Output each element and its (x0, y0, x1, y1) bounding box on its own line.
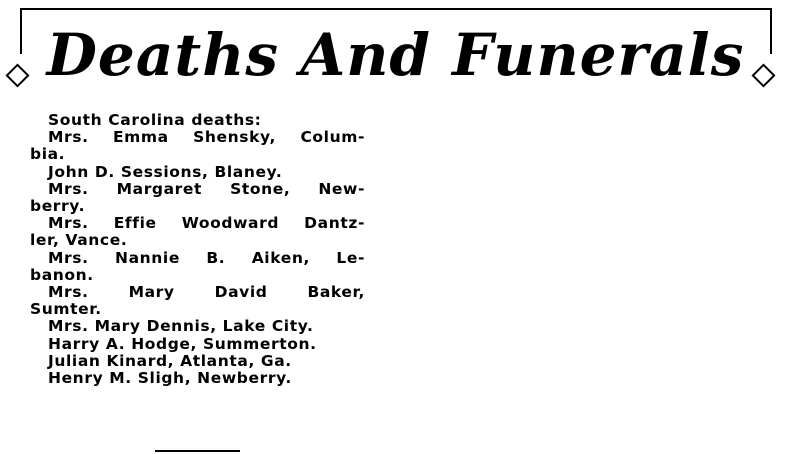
entry-line: Mrs. Mary David Baker, (48, 283, 365, 302)
entry-list (30, 129, 365, 387)
entry-line: Henry M. Sligh, Newberry. (48, 369, 292, 388)
intro-line: South Carolina deaths: (48, 111, 262, 129)
headline: Deaths And Funerals (46, 21, 745, 89)
obituary-column (30, 112, 365, 387)
entry-line: John D. Sessions, Blaney. (48, 162, 283, 181)
entry-line: Sumter. (30, 300, 102, 319)
entry-line: ler, Vance. (30, 231, 128, 250)
entry-line: bia. (30, 145, 66, 164)
obituary-entry (30, 250, 365, 284)
entry-line: Mrs. Effie Woodward Dantz- (48, 214, 365, 233)
obituary-entry (30, 215, 365, 249)
obituary-entry (30, 181, 365, 215)
entry-line: Mrs. Emma Shensky, Colum- (48, 128, 365, 147)
entry-line: banon. (30, 265, 94, 284)
entry-line: Mrs. Mary Dennis, Lake City. (48, 317, 314, 336)
entry-line: berry. (30, 197, 86, 216)
obituary-entry (30, 370, 365, 387)
obituary-entry (30, 318, 365, 335)
entry-line: Mrs. Nannie B. Aiken, Le- (48, 248, 365, 267)
obituary-entry (30, 336, 365, 353)
entry-line: Julian Kinard, Atlanta, Ga. (48, 351, 292, 370)
obituary-entry (30, 284, 365, 318)
obituary-entry (30, 164, 365, 181)
obituary-entry (30, 353, 365, 370)
obituary-entry (30, 129, 365, 163)
entry-line: Harry A. Hodge, Summerton. (48, 334, 317, 353)
bottom-rule (155, 450, 240, 452)
entry-line: Mrs. Margaret Stone, New- (48, 179, 365, 198)
